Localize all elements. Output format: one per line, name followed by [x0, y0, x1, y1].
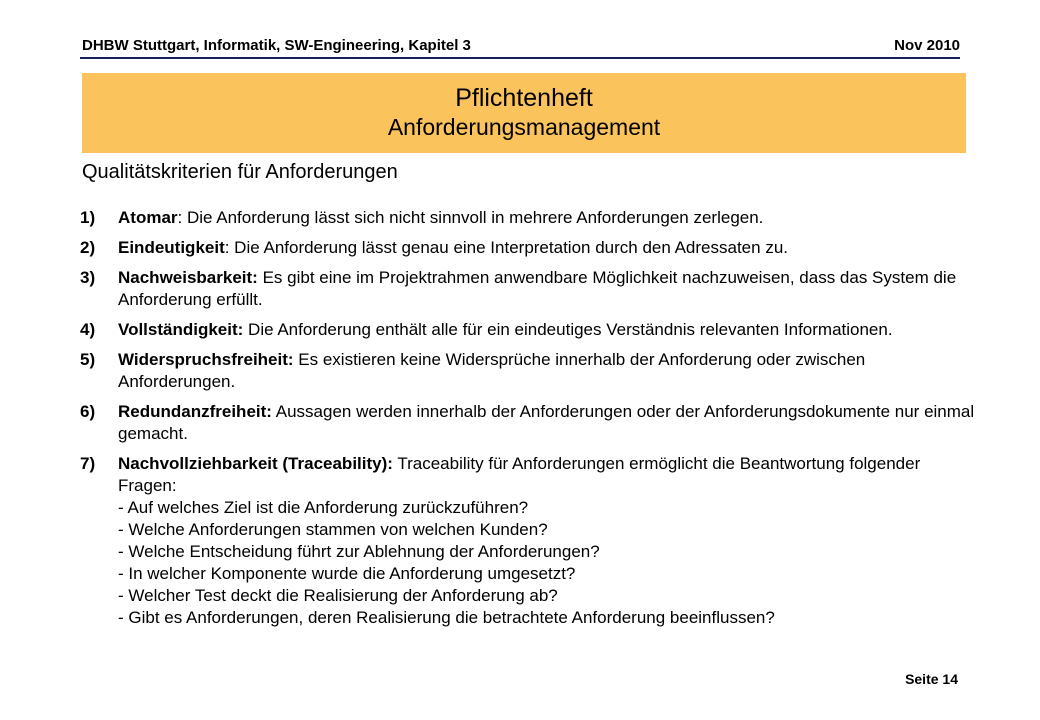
criterion-vollstaendigkeit	[80, 319, 975, 341]
slide-subtitle: Anforderungsmanagement	[387, 114, 661, 140]
traceability-question: - Welcher Test deckt die Realisierung der Anforderung ab?	[118, 586, 558, 605]
criterion-term: Atomar	[118, 208, 178, 227]
criterion-term: Vollständigkeit:	[118, 320, 244, 339]
title-banner	[82, 73, 966, 153]
criterion-description: Die Anforderung enthält alle für ein eindeutiges Verständnis relevanten Informationen.	[243, 320, 893, 339]
criterion-term: Nachweisbarkeit:	[118, 268, 258, 287]
criterion-atomar	[80, 207, 975, 229]
criterion-number: 1)	[80, 208, 96, 227]
criterion-term: Widerspruchsfreiheit:	[118, 350, 294, 369]
header-divider	[80, 57, 960, 59]
criterion-description: : Die Anforderung lässt genau eine Interpretation durch den Adressaten zu.	[224, 238, 788, 257]
slide-title: Pflichtenheft	[455, 84, 593, 112]
traceability-question: - Welche Entscheidung führt zur Ablehnung der Anforderungen?	[118, 542, 600, 561]
criterion-number: 3)	[80, 268, 96, 287]
criterion-redundanzfreiheit	[80, 401, 975, 445]
section-heading: Qualitätskriterien für Anforderungen	[82, 161, 398, 183]
criterion-nachweisbarkeit	[80, 267, 975, 311]
traceability-question: - Welche Anforderungen stammen von welchen Kunden?	[118, 520, 548, 539]
criteria-list	[80, 207, 975, 637]
criterion-number: 2)	[80, 238, 96, 257]
criterion-term: Redundanzfreiheit:	[118, 402, 272, 421]
criterion-term: Nachvollziehbarkeit (Traceability):	[118, 454, 393, 473]
header-course-info: DHBW Stuttgart, Informatik, SW-Engineering, Kapitel 3	[82, 37, 471, 54]
criterion-description: Es existieren keine Widersprüche innerhalb der Anforderung oder zwischen Anforderungen.	[118, 350, 866, 391]
traceability-question: - Gibt es Anforderungen, deren Realisierung die betrachtete Anforderung beeinflussen?	[118, 608, 775, 627]
criterion-description: Traceability für Anforderungen ermöglicht die Beantwortung folgender Fragen:	[118, 454, 921, 495]
criterion-number: 4)	[80, 320, 96, 339]
criterion-description: Aussagen werden innerhalb der Anforderungen oder der Anforderungsdokumente nur einmal gemacht.	[118, 402, 975, 443]
page-number: Seite 14	[905, 671, 958, 687]
criterion-eindeutigkeit	[80, 237, 975, 259]
criterion-description: Es gibt eine im Projektrahmen anwendbare Möglichkeit nachzuweisen, dass das System die Anforderung erfüllt.	[118, 268, 957, 309]
criterion-description: : Die Anforderung lässt sich nicht sinnvoll in mehrere Anforderungen zerlegen.	[177, 208, 764, 227]
criterion-number: 5)	[80, 350, 96, 369]
criterion-widerspruchsfreiheit	[80, 349, 975, 393]
header-date: Nov 2010	[894, 37, 960, 54]
criterion-nachvollziehbarkeit	[80, 453, 975, 629]
criterion-term: Eindeutigkeit	[118, 238, 225, 257]
criterion-number: 7)	[80, 454, 96, 473]
traceability-question: - Auf welches Ziel ist die Anforderung zurückzuführen?	[118, 498, 529, 517]
criterion-number: 6)	[80, 402, 96, 421]
traceability-question: - In welcher Komponente wurde die Anforderung umgesetzt?	[118, 564, 576, 583]
